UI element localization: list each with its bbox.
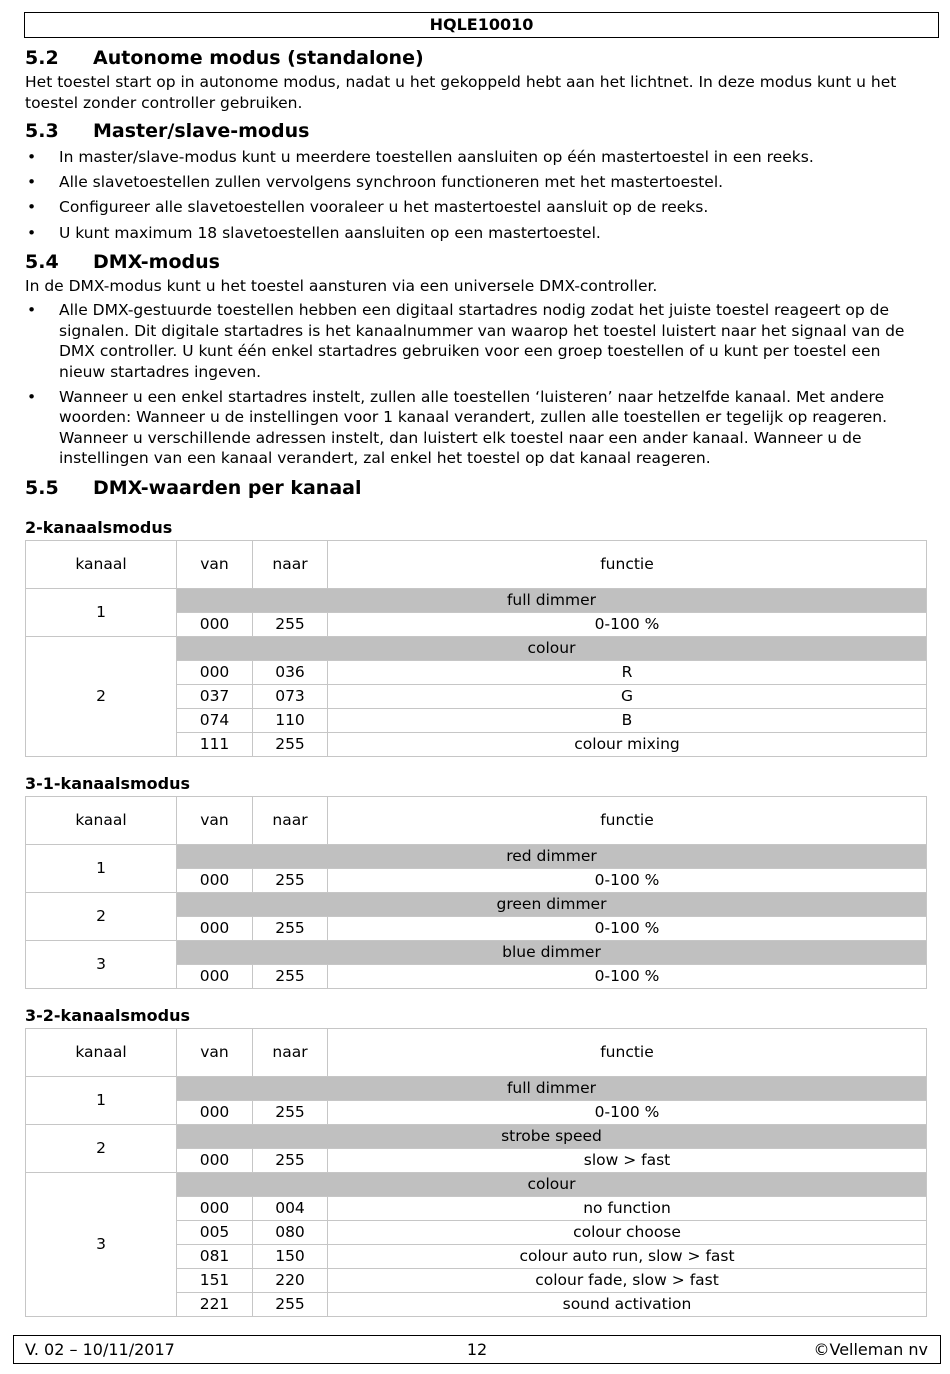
section-title: DMX-modus [93,250,220,273]
column-header-van: van [177,1028,253,1076]
channel-number: 1 [26,588,177,636]
value-from-cell: 000 [177,660,253,684]
value-to-cell: 073 [253,684,328,708]
section-5-2-text: Het toestel start op in autonome modus, nadat u het gekoppeld hebt aan het lichtnet. In deze modus kunt u het toestel zonder controller gebruiken. [25,73,897,112]
table-title: 2-kanaalsmodus [25,517,173,537]
section-5-5-heading [25,474,928,502]
value-to-cell: 036 [253,660,328,684]
function-cell: sound activation [328,1292,927,1316]
channel-category: strobe speed [177,1124,927,1148]
value-from-cell: 000 [177,868,253,892]
table-title: 3-2-kanaalsmodus [25,1005,191,1025]
value-to-cell: 255 [253,1292,328,1316]
list-item [25,197,928,218]
table-header-row [26,796,927,844]
value-from-cell: 000 [177,1148,253,1172]
value-to-cell: 255 [253,916,328,940]
page-content [25,44,928,1317]
table-row [26,844,927,868]
channel-number: 3 [26,1172,177,1316]
value-to-cell: 255 [253,1148,328,1172]
value-from-cell: 111 [177,732,253,756]
value-to-cell: 004 [253,1196,328,1220]
function-cell: 0-100 % [328,1100,927,1124]
dmx-table [25,796,927,989]
list-item [25,387,928,469]
document-header [24,12,939,38]
column-header-naar: naar [253,540,328,588]
function-cell: colour mixing [328,732,927,756]
column-header-kanaal: kanaal [26,796,177,844]
column-header-functie: functie [328,796,927,844]
section-title: Autonome modus (standalone) [93,47,424,69]
value-to-cell: 150 [253,1244,328,1268]
function-cell: B [328,708,927,732]
value-to-cell: 255 [253,1100,328,1124]
table-row [26,636,927,660]
channel-number: 1 [26,844,177,892]
section-title: Master/slave-modus [93,120,310,142]
channel-category: colour [177,1172,927,1196]
column-header-naar: naar [253,1028,328,1076]
value-from-cell: 000 [177,916,253,940]
value-from-cell: 000 [177,1196,253,1220]
value-from-cell: 000 [177,612,253,636]
channel-number: 2 [26,1124,177,1172]
channel-category: full dimmer [177,1076,927,1100]
function-cell: 0-100 % [328,964,927,988]
bullet-icon: • [27,223,37,242]
table-row [26,1172,927,1196]
function-cell: no function [328,1196,927,1220]
value-from-cell: 005 [177,1220,253,1244]
section-5-2-heading [25,44,928,72]
bullet-icon: • [27,148,37,166]
function-cell: 0-100 % [328,868,927,892]
channel-category: green dimmer [177,892,927,916]
channel-category: blue dimmer [177,940,927,964]
document-footer [13,1335,941,1364]
section-5-4-heading [25,248,928,276]
footer-page-number: 12 [466,1340,488,1359]
section-5-3-bullet-list [25,147,928,243]
dmx-table [25,1028,927,1317]
table-row [26,940,927,964]
channel-category: colour [177,636,927,660]
value-to-cell: 220 [253,1268,328,1292]
column-header-kanaal: kanaal [26,1028,177,1076]
section-5-3-heading [25,117,928,145]
column-header-functie: functie [328,1028,927,1076]
dmx-table [25,540,927,757]
section-number: 5.2 [25,47,59,69]
list-item [25,172,928,193]
function-cell: colour fade, slow > fast [328,1268,927,1292]
section-title: DMX-waarden per kanaal [93,476,362,499]
dmx-tables [25,516,928,1317]
value-from-cell: 000 [177,964,253,988]
list-item-text: In master/slave-modus kunt u meerdere toestellen aansluiten op één mastertoestel in een reeks. [59,148,814,166]
bullet-icon: • [27,387,37,406]
function-cell: 0-100 % [328,916,927,940]
value-from-cell: 081 [177,1244,253,1268]
function-cell: R [328,660,927,684]
value-to-cell: 255 [253,964,328,988]
list-item-text: Configureer alle slavetoestellen vooraleer u het mastertoestel aansluit op de reeks. [59,198,709,217]
list-item [25,147,928,168]
column-header-kanaal: kanaal [26,540,177,588]
section-5-4-bullet-list [25,300,928,469]
table-title: 3-1-kanaalsmodus [25,773,191,793]
column-header-functie: functie [328,540,927,588]
list-item-text: Wanneer u een enkel startadres instelt, zullen alle toestellen ‘luisteren’ naar hetzelfde kanaal. Met andere woorden: Wanneer u de instellingen voor 1 kanaal verandert, zullen alle toestellen er tegelijk op reageren. Wanneer u verschillende adressen instelt, dan luistert elk toestel naar een ander kanaal. Wanneer u de instellingen van een kanaal verandert, zal enkel het toestel op dat kanaal reageren. [59,387,888,468]
value-to-cell: 255 [253,612,328,636]
channel-number: 1 [26,1076,177,1124]
section-5-4-text: In de DMX-modus kunt u het toestel aansturen via een universele DMX-controller. [25,276,658,295]
value-from-cell: 037 [177,684,253,708]
footer-version: V. 02 – 10/11/2017 [25,1340,175,1359]
list-item-text: U kunt maximum 18 slavetoestellen aansluiten op een mastertoestel. [59,223,601,242]
channel-number: 2 [26,892,177,940]
channel-number: 2 [26,636,177,756]
value-to-cell: 255 [253,868,328,892]
function-cell: colour choose [328,1220,927,1244]
list-item [25,300,928,382]
value-to-cell: 080 [253,1220,328,1244]
bullet-icon: • [27,198,37,217]
header-title: HQLE10010 [429,15,534,34]
section-number: 5.3 [25,120,59,142]
value-from-cell: 000 [177,1100,253,1124]
value-from-cell: 151 [177,1268,253,1292]
value-to-cell: 255 [253,732,328,756]
list-item [25,223,928,244]
list-item-text: Alle slavetoestellen zullen vervolgens synchroon functioneren met het mastertoestel. [59,173,724,192]
column-header-naar: naar [253,796,328,844]
function-cell: slow > fast [328,1148,927,1172]
function-cell: G [328,684,927,708]
section-number: 5.5 [25,476,59,499]
function-cell: colour auto run, slow > fast [328,1244,927,1268]
table-row [26,588,927,612]
table-row [26,1076,927,1100]
bullet-icon: • [27,173,37,192]
value-to-cell: 110 [253,708,328,732]
footer-copyright: ©Velleman nv [813,1340,928,1359]
channel-category: red dimmer [177,844,927,868]
section-number: 5.4 [25,250,59,273]
column-header-van: van [177,540,253,588]
value-from-cell: 074 [177,708,253,732]
value-from-cell: 221 [177,1292,253,1316]
table-row [26,1124,927,1148]
column-header-van: van [177,796,253,844]
bullet-icon: • [27,301,37,320]
channel-category: full dimmer [177,588,927,612]
list-item-text: Alle DMX-gestuurde toestellen hebben een digitaal startadres nodig zodat het juiste toestel reageert op de signalen. Dit digitale startadres is het kanaalnummer van waarop het toestel luistert naar het signaal van de DMX controller. U kunt één enkel startadres gebruiken voor een groep toestellen of u kunt per toestel een nieuw startadres ingeven. [59,301,905,381]
table-header-row [26,540,927,588]
table-header-row [26,1028,927,1076]
function-cell: 0-100 % [328,612,927,636]
table-row [26,892,927,916]
channel-number: 3 [26,940,177,988]
